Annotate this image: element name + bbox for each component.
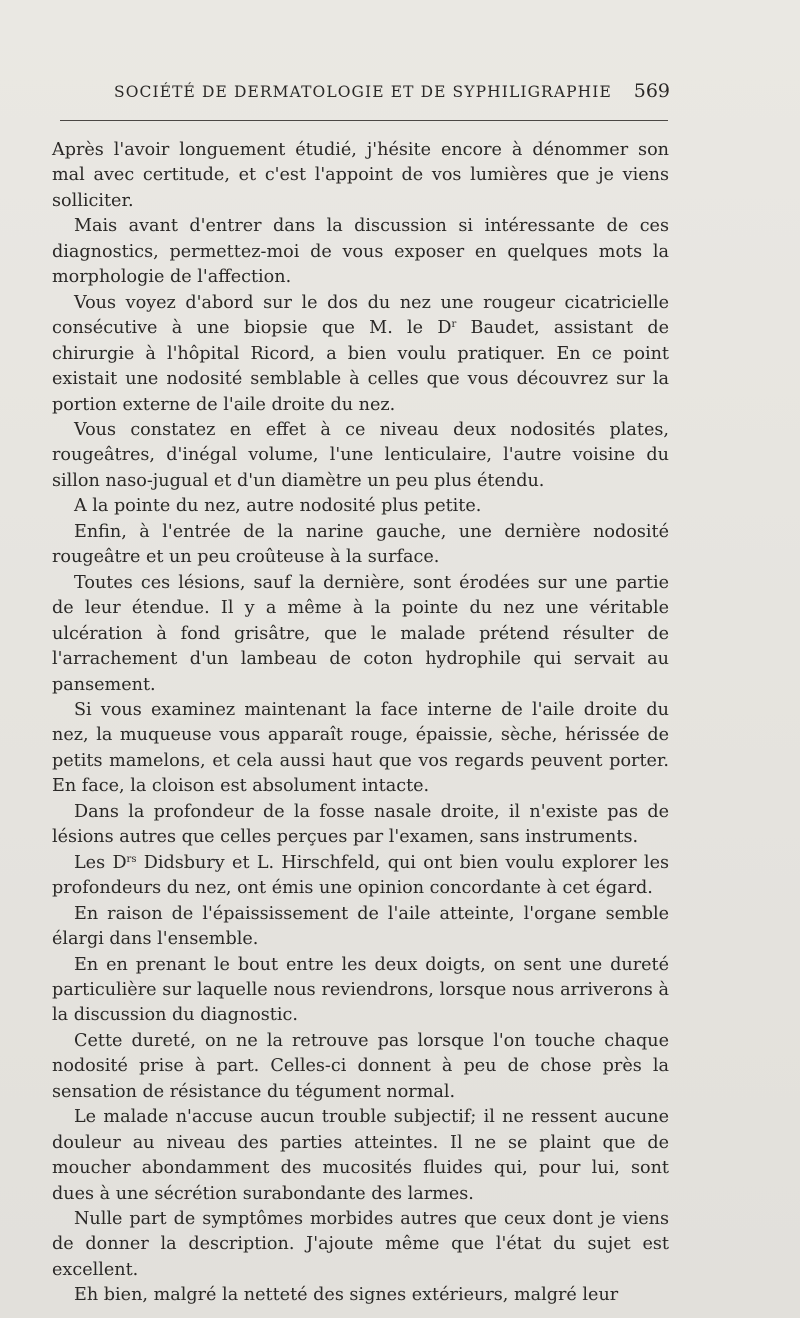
page-number: 569 xyxy=(633,80,670,102)
paragraph: Toutes ces lésions, sauf la dernière, sont érodées sur une partie de leur étendue. Il y a même à la pointe du nez une véritable ulcération à fond grisâtre, que le malade prétend résulter de l'arrachement d'un lambeau de coton hydrophile qui servait au pansement. xyxy=(52,572,669,695)
header-rule xyxy=(60,120,668,121)
paragraph: Dans la profondeur de la fosse nasale droite, il n'existe pas de lésions autres que celles perçues par l'examen, sans instruments. xyxy=(52,801,669,848)
abbreviation-superscript: rs xyxy=(126,853,137,865)
paragraph: En raison de l'épaississement de l'aile atteinte, l'organe semble élargi dans l'ensemble. xyxy=(52,903,669,950)
paragraph: A la pointe du nez, autre nodosité plus petite. xyxy=(74,496,482,517)
abbreviation-superscript: r xyxy=(451,319,457,331)
running-title: SOCIÉTÉ DE DERMATOLOGIE ET DE SYPHILIGRAPHIE xyxy=(114,83,612,101)
paragraph: Si vous examinez maintenant la face interne de l'aile droite du nez, la muqueuse vous apparaît rouge, épaissie, sèche, hérissée de petits mamelons, et cela aussi haut que vos regards peuvent porter. En face, la cloison est absolument intacte. xyxy=(52,699,669,797)
paragraph: En en prenant le bout entre les deux doigts, on sent une dureté particulière sur laquelle nous reviendrons, lorsque nous arriverons à la discussion du diagnostic. xyxy=(52,954,669,1026)
paragraph: Vous voyez d'abord sur le dos du nez une rougeur cicatricielle consécutive à une biopsie que M. le $D^r$ Baudet, assistant de chirurgie à l'hôpital Ricord, a bien voulu pratiquer. En ce point existait une nodosité semblable à celles que vous découvrez sur la portion externe de l'aile droite du nez. xyxy=(52,292,669,415)
paragraph: Eh bien, malgré la netteté des signes extérieurs, malgré leur xyxy=(74,1285,619,1306)
paragraph: Après l'avoir longuement étudié, j'hésite encore à dénommer son mal avec certitude, et c'est l'appoint de vos lumières que je viens solliciter. xyxy=(52,140,669,211)
paragraph: Nulle part de symptômes morbides autres que ceux dont je viens de donner la description. J'ajoute même que l'état du sujet est excellent. xyxy=(52,1209,669,1280)
paragraph: Enfin, à l'entrée de la narine gauche, une dernière nodosité rougeâtre et un peu croûteuse à la surface. xyxy=(52,521,669,568)
body-text xyxy=(52,138,669,1309)
paragraph: Mais avant d'entrer dans la discussion si intéressante de ces diagnostics, permettez-moi de vous exposer en quelques mots la morphologie de l'affection. xyxy=(52,216,669,288)
paragraph: Vous constatez en effet à ce niveau deux nodosités plates, rougeâtres, d'inégal volume, l'une lenticulaire, l'autre voisine du sillon naso-jugual et d'un diamètre un peu plus étendu. xyxy=(52,419,669,491)
page-header xyxy=(52,80,670,102)
paragraph: Cette dureté, on ne la retrouve pas lorsque l'on touche chaque nodosité prise à part. Celles-ci donnent à peu de chose près la sensation de résistance du tégument normal. xyxy=(52,1030,669,1102)
paragraph: Le malade n'accuse aucun trouble subjectif; il ne ressent aucune douleur au niveau des parties atteintes. Il ne se plaint que de moucher abondamment des mucosités fluides qui, pour lui, sont dues à une sécrétion surabondante des larmes. xyxy=(52,1107,669,1204)
paragraph: Les $D^{rs}$ Didsbury et L. Hirschfeld, qui ont bien voulu explorer les profondeurs du nez, ont émis une opinion concordante à cet égard. xyxy=(52,852,670,899)
